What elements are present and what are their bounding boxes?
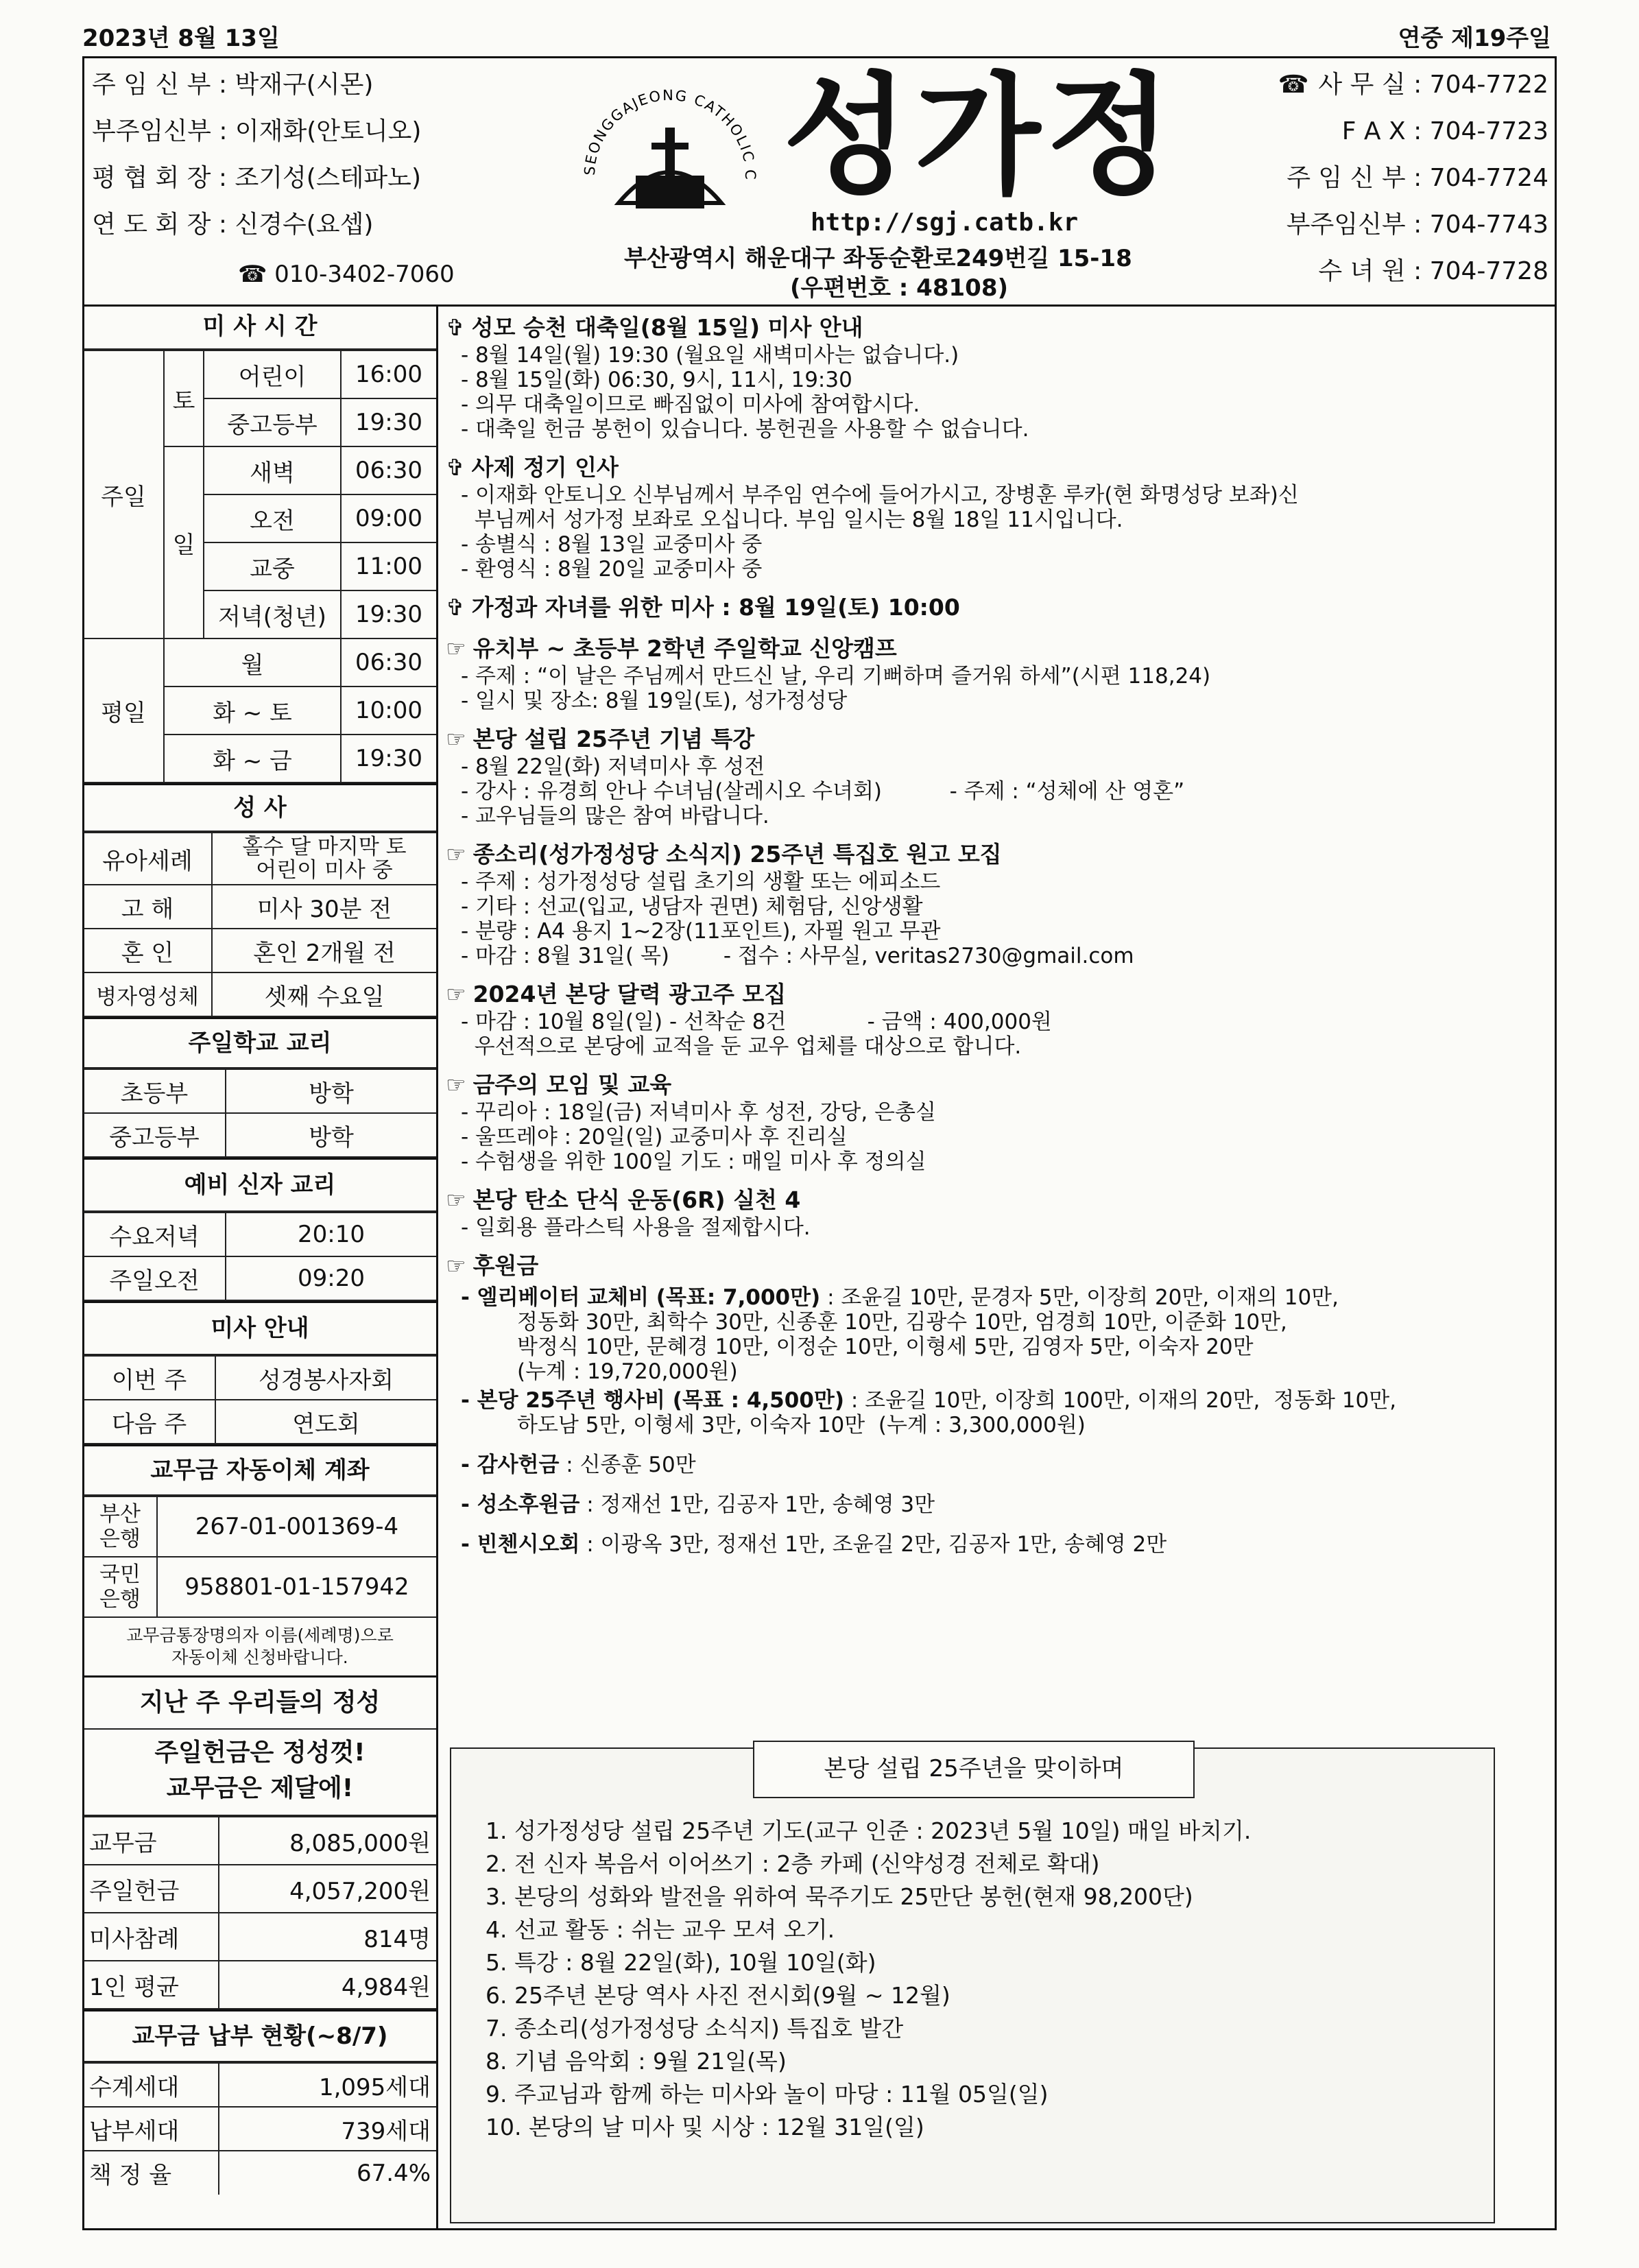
announcement-line: - 마감 : 10월 8일(일) - 선착순 8건 - 금액 : 400,000원 [461,1010,1052,1034]
contact-row [1278,108,1548,155]
announcement-heading [446,724,1550,754]
announcement-line: - 8월 22일(화) 저녁미사 후 성전 [461,754,765,779]
mass-name: 어린이 [204,350,341,398]
announcement-line: - 대축일 헌금 봉헌이 있습니다. 봉헌권을 사용할 수 없습니다. [461,417,1029,442]
class-time: 20:10 [226,1213,436,1256]
offering-label: 1인 평균 [84,1961,219,2009]
announcement-line: - 일회용 플라스틱 사용을 절제합시다. [461,1215,811,1240]
donation-row [461,1492,1550,1517]
offering-amount: 814명 [219,1913,436,1961]
column-divider [436,305,438,2230]
mass-name: 월 [164,638,341,687]
announcement-line: 부님께서 성가정 보좌로 오십니다. 부임 일시는 8월 18일 11시입니다. [461,508,1123,532]
offering-label: 교무금 [84,1817,219,1865]
catechumen-title: 예비 신자 교리 [84,1158,436,1212]
phone-icon: ☎ [1278,71,1309,99]
contact-row [1278,155,1548,202]
staff-name: 조기성(스테파노) [235,164,421,192]
bank-name: 부산 은행 [84,1496,157,1557]
donation-text: : 이광옥 3만, 정재선 1만, 조윤길 2만, 김공자 1만, 송혜영 2만 [579,1532,1167,1557]
cross-icon: ✞ [446,314,465,341]
dues-value: 1,095세대 [219,2063,436,2107]
announcement-line: - 주제 : “이 날은 주님께서 만드신 날, 우리 기뻐하며 즐거워 하세”(시편 118,24) [461,664,1211,689]
slogan-line: 교무금은 제달에! [166,1774,354,1802]
class-day: 수요저녁 [84,1213,226,1256]
donation-label: - 엘리베이터 교체비 (목표: 7,000만) [461,1285,821,1310]
announcement-title: 유치부 ~ 초등부 2학년 주일학교 신앙캠프 [472,635,897,662]
account-number: 958801-01-157942 [157,1557,436,1617]
sacrament-detail: 미사 30분 전 [212,885,436,929]
anniversary-item: 3. 본당의 성화와 발전을 위하여 묵주기도 25만단 봉헌(현재 98,200단) [486,1883,1193,1910]
staff-row [92,62,421,108]
phone-icon: ☎ [238,261,267,288]
mass-name: 새벽 [204,446,341,494]
contact-label: 사 무 실 : [1318,71,1422,99]
announcement-line: - 울뜨레야 : 20일(일) 교중미사 후 진리실 [461,1125,848,1149]
announcement-line: - 이재화 안토니오 신부님께서 부주임 연수에 들어가시고, 장병훈 루카(현 화명성당 보좌)신 [461,483,1299,508]
grade-label: 중고등부 [84,1113,226,1157]
header [84,58,1555,307]
announcement-heading [446,453,1550,483]
mass-time: 09:00 [341,494,436,542]
announcement-title: 금주의 모임 및 교육 [472,1071,672,1098]
announcement-heading [446,1185,1550,1215]
logo-text: SEONGGAJEONG CATHOLIC C [581,86,759,181]
dues-table [84,2062,436,2195]
announcement-line: - 교우님들의 많은 참여 바랍니다. [461,804,769,828]
announcement-heading [446,313,1550,343]
sacrament-name: 병자영성체 [84,972,212,1016]
offering-amount: 4,057,200원 [219,1865,436,1913]
mass-name: 화 ~ 토 [164,687,341,735]
cross-icon: ✞ [446,594,465,621]
mass-guide-title: 미사 안내 [84,1301,436,1355]
sacrament-name: 고 해 [84,885,212,929]
offering-slogan [84,1730,436,1816]
announcement-heading [446,1251,1550,1281]
anniversary-item: 7. 종소리(성가정성당 소식지) 특집호 발간 [486,2015,904,2042]
staff-row [92,202,421,248]
staff-role: 부주임신부 : [92,117,228,145]
donation-label: - 감사헌금 [461,1453,560,1477]
staff-name: 이재화(안토니오) [235,117,422,145]
mass-time: 06:30 [341,638,436,687]
anniversary-item: 5. 특강 : 8월 22일(화), 10월 10일(화) [486,1949,876,1976]
mass-name: 오전 [204,494,341,542]
contact-label: F A X : [1341,117,1422,145]
announcement-title: 성모 승천 대축일(8월 15일) 미사 안내 [471,314,863,341]
staff-role: 주 임 신 부 : [92,71,228,99]
sacrament-name: 혼 인 [84,929,212,972]
announcement-title: 종소리(성가정성당 소식지) 25주년 특집호 원고 모집 [472,841,1002,868]
announcement-line: - 환영식 : 8월 20일 교중미사 중 [461,557,763,582]
slogan-line: 주일헌금은 정성껏! [154,1739,366,1767]
pointing-hand-icon: ☞ [446,1186,466,1213]
pointing-hand-icon: ☞ [446,635,466,662]
guide-week: 이번 주 [84,1356,215,1400]
pointing-hand-icon: ☞ [446,1071,466,1098]
dues-label: 수계세대 [84,2063,219,2107]
grade-status: 방학 [226,1113,436,1157]
dues-title: 교무금 납부 현황(~8/7) [84,2009,436,2062]
anniversary-item: 1. 성가정성당 설립 25주년 기도(교구 인준 : 2023년 5월 10일) 매일 바치기. [486,1817,1252,1844]
anniversary-title: 본당 설립 25주년을 맞이하며 [753,1741,1195,1798]
donation-line: 정동화 30만, 최학수 30만, 신종훈 10만, 김광수 10만, 엄경희 10만, 이준화 10만, [517,1310,1287,1335]
saturday-label: 토 [164,350,204,446]
staff-role: 평 협 회 장 : [92,164,228,192]
sunday-day-label: 일 [164,446,204,638]
staff-name: 박재구(시몬) [235,71,374,99]
church-logo [571,66,769,265]
cross-icon: ✞ [446,454,465,481]
sacrament-table [84,832,436,1017]
pointing-hand-icon: ☞ [446,841,466,868]
sacrament-detail: 셋째 수요일 [212,972,436,1016]
staff-row [92,108,421,155]
offering-table [84,1816,436,2009]
sunday-school-table [84,1069,436,1158]
contact-number: 704-7743 [1429,211,1548,239]
announcement-heading [446,1070,1550,1100]
donation-text: : 조윤길 10만, 이장희 100만, 이재의 20만, 정동화 10만, [844,1388,1397,1413]
announcement-line: - 마감 : 8월 31일( 목) - 접수 : 사무실, veritas2730@gmail.com [461,944,1134,968]
catechumen-table [84,1212,436,1301]
sacrament-detail: 혼인 2개월 전 [212,929,436,972]
offering-label: 주일헌금 [84,1865,219,1913]
mass-time: 10:00 [341,687,436,735]
class-day: 주일오전 [84,1256,226,1300]
contact-row [1278,248,1548,295]
announcement-heading [446,839,1550,870]
announcement-line: - 분량 : A4 용지 1~2장(11포인트), 자필 원고 무관 [461,919,941,944]
offering-title: 지난 주 우리들의 정성 [84,1675,436,1730]
postal-code: (우편번호 : 48108) [790,274,1009,302]
contact-number: 704-7728 [1429,257,1548,285]
mass-name: 중고등부 [204,398,341,446]
anniversary-item: 4. 선교 활동 : 쉬는 교우 모셔 오기. [486,1916,835,1943]
donation-label: - 본당 25주년 행사비 (목표 : 4,500만) [461,1388,845,1413]
contact-label: 수 녀 원 : [1318,257,1422,285]
anniversary-item: 2. 전 신자 복음서 이어쓰기 : 2층 카페 (신약성경 전체로 확대) [486,1850,1100,1877]
staff-row [92,155,421,202]
dues-value: 739세대 [219,2107,436,2151]
guide-group: 연도회 [215,1400,436,1444]
sacrament-title: 성 사 [84,783,436,832]
contact-number: 704-7724 [1429,164,1548,192]
announcement-heading [446,979,1550,1010]
mass-time: 19:30 [341,735,436,783]
donation-label: - 빈첸시오회 [461,1532,580,1557]
contact-number: 704-7722 [1429,71,1548,99]
announcement-title: 본당 탄소 단식 운동(6R) 실천 4 [472,1186,801,1213]
auto-transfer-note: 교무금통장명의자 이름(세례명)으로 자동이체 신청바랍니다. [126,1625,394,1667]
sacrament-detail: 홀수 달 마지막 토 어린이 미사 중 [212,833,436,885]
announcement-title: 2024년 본당 달력 광고주 모집 [472,981,787,1007]
announcement-line: - 송별식 : 8월 13일 교중미사 중 [461,532,763,557]
bank-account-table [84,1496,436,1618]
announcement-list [446,313,1550,1281]
mass-time: 06:30 [341,446,436,494]
pointing-hand-icon: ☞ [446,981,466,1007]
mass-name: 저녁(청년) [204,590,341,638]
donation-text: : 신종훈 50만 [559,1453,696,1477]
website-url[interactable]: http://sgj.catb.kr [811,208,1079,237]
sacrament-name: 유아세례 [84,833,212,885]
offering-label: 미사참례 [84,1913,219,1961]
left-column [84,305,436,2195]
pointing-hand-icon: ☞ [446,1252,466,1279]
mass-times-table [84,350,436,783]
announcements [446,313,1550,1557]
sunday-school-title: 주일학교 교리 [84,1017,436,1069]
svg-text:SEONGGAJEONG CATHOLIC CHURCH [571,66,758,181]
announcement-title: 본당 설립 25주년 기념 특강 [472,726,755,752]
announcement-heading [446,634,1550,664]
announcement-title: 가정과 자녀를 위한 미사 : 8월 19일(토) 10:00 [471,594,960,621]
announcement-line: 우선적으로 본당에 교적을 둔 교우 업체를 대상으로 합니다. [461,1034,1022,1059]
guide-group: 성경봉사자회 [215,1356,436,1400]
donation-row [461,1453,1550,1477]
weekday-label: 평일 [84,638,164,783]
donation-text: : 정재선 1만, 김공자 1만, 송혜영 3만 [579,1492,935,1517]
donation-text: : 조윤길 10만, 문경자 5만, 이장희 20만, 이재의 10만, [820,1285,1339,1310]
donation-row [461,1532,1550,1557]
donation-line: (누계 : 19,720,000원) [517,1359,738,1384]
address: 부산광역시 해운대구 좌동순환로249번길 15-18 [624,245,1132,272]
staff-name: 신경수(요셉) [235,211,374,239]
mass-time: 16:00 [341,350,436,398]
anniversary-item: 6. 25주년 본당 역사 사진 전시회(9월 ~ 12월) [486,1982,950,2009]
dues-value: 67.4% [219,2151,436,2195]
dues-label: 납부세대 [84,2107,219,2151]
staff-role: 연 도 회 장 : [92,211,228,239]
contact-list [1278,62,1548,295]
offering-amount: 8,085,000원 [219,1817,436,1865]
sunday-label: 주일 [84,350,164,638]
church-name: 성가정 [783,60,1177,212]
donation-list [446,1285,1550,1557]
announcement-line: - 강사 : 유경희 안나 수녀님(살레시오 수녀회) - 주제 : “성체에 산 영혼” [461,779,1185,804]
contact-label: 주 임 신 부 : [1287,164,1422,192]
donation-row [461,1285,1550,1310]
announcement-line: - 8월 15일(화) 06:30, 9시, 11시, 19:30 [461,368,852,392]
account-number: 267-01-001369-4 [157,1496,436,1557]
announcement-line: - 주제 : 성가정성당 설립 초기의 생활 또는 에피소드 [461,870,941,894]
staff-phone-line [238,261,455,288]
mass-time: 19:30 [341,590,436,638]
contact-row [1278,202,1548,248]
announcement-line: - 8월 14일(월) 19:30 (월요일 새벽미사는 없습니다.) [461,343,959,368]
grade-status: 방학 [226,1069,436,1113]
anniversary-list [486,1815,1251,2144]
anniversary-item: 8. 기념 음악회 : 9월 21일(목) [486,2048,787,2075]
announcement-title: 후원금 [472,1252,539,1279]
anniversary-item: 10. 본당의 날 미사 및 시상 : 12월 31일(일) [486,2114,924,2140]
donation-label: - 성소후원금 [461,1492,580,1517]
liturgical-week: 연중 제19주일 [1398,25,1551,52]
dues-label: 책 정 율 [84,2151,219,2195]
auto-transfer-title: 교무금 자동이체 계좌 [84,1444,436,1496]
anniversary-item: 9. 주교님과 함께 하는 미사와 놀이 마당 : 11월 05일(일) [486,2081,1049,2108]
class-time: 09:20 [226,1256,436,1300]
announcement-title: 사제 정기 인사 [471,454,619,481]
announcement-heading [446,593,1550,623]
announcement-line: - 의무 대축일이므로 빠짐없이 미사에 참여합시다. [461,392,920,417]
grade-label: 초등부 [84,1069,226,1113]
mass-guide-table [84,1355,436,1444]
staff-phone: 010-3402-7060 [274,261,455,288]
mass-name: 화 ~ 금 [164,735,341,783]
donation-line: 하도남 5만, 이형세 3만, 이숙자 10만 (누계 : 3,300,000원) [517,1413,1086,1437]
offering-amount: 4,984원 [219,1961,436,2009]
announcement-line: - 일시 및 장소: 8월 19일(토), 성가정성당 [461,689,848,713]
contact-row [1278,62,1548,108]
announcement-line: - 수험생을 위한 100일 기도 : 매일 미사 후 정의실 [461,1149,926,1174]
mass-name: 교중 [204,542,341,590]
contact-number: 704-7723 [1429,117,1548,145]
mass-time: 11:00 [341,542,436,590]
announcement-line: - 기타 : 선교(입교, 냉담자 권면) 체험담, 신앙생활 [461,894,923,919]
announcement-line: - 꾸리아 : 18일(금) 저녁미사 후 성전, 강당, 은총실 [461,1100,936,1125]
pointing-hand-icon: ☞ [446,726,466,752]
donation-row [461,1388,1550,1413]
mass-times-title: 미 사 시 간 [84,305,436,350]
bank-name: 국민 은행 [84,1557,157,1617]
donation-line: 박정식 10만, 문혜경 10만, 이정순 10만, 이형세 5만, 김영자 5만, 이숙자 20만 [517,1335,1254,1359]
anniversary-box [450,1747,1495,2223]
staff-list [92,62,421,248]
guide-week: 다음 주 [84,1400,215,1444]
issue-date: 2023년 8월 13일 [82,25,280,52]
contact-label: 부주임신부 : [1286,211,1422,239]
mass-time: 19:30 [341,398,436,446]
